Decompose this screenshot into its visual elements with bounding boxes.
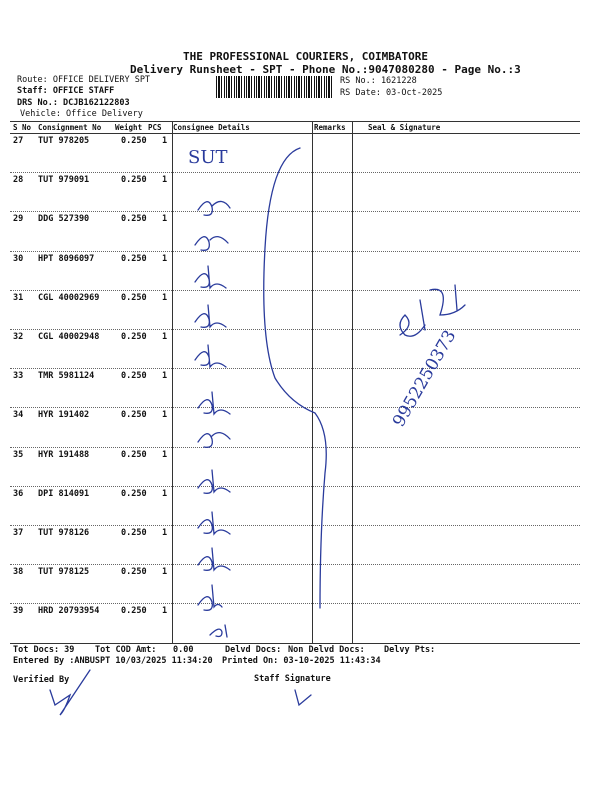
header-bottom-border <box>10 133 580 134</box>
non-delivered-docs: Non Delvd Docs: <box>288 645 365 655</box>
row-sno: 37 <box>13 528 24 538</box>
row-consignment-no: TMR 5981124 <box>38 371 95 382</box>
delivery-points: Delvy Pts: <box>384 645 436 655</box>
row-consignment-no: TUT 978205 <box>38 136 90 146</box>
ditto-mark <box>210 625 227 637</box>
row-pcs: 1 <box>162 567 168 578</box>
row-pcs: 1 <box>162 175 168 186</box>
printed-on: Printed On: 03-10-2025 11:43:34 <box>222 656 381 666</box>
row-pcs: 1 <box>162 332 168 342</box>
runsheet-subtitle: Delivery Runsheet - SPT - Phone No.:9047080280 - Page No.:3 <box>130 63 521 76</box>
ditto-mark <box>195 266 226 288</box>
handwritten-phone: 9952250373 <box>389 326 461 431</box>
row-separator <box>10 486 580 487</box>
total-cod-value: 0.00 <box>173 645 194 655</box>
row-pcs: 1 <box>162 606 168 617</box>
row-separator <box>10 603 580 604</box>
row-weight: 0.250 <box>121 488 147 499</box>
row-separator <box>10 525 580 526</box>
table-bottom-border <box>10 643 580 644</box>
handwritten-first-entry: SUT <box>188 147 228 168</box>
row-consignment-no: HYR 191402 <box>38 410 90 421</box>
vehicle-label: Vehicle: Office Delivery <box>20 109 143 119</box>
ditto-mark <box>198 512 230 534</box>
row-weight: 0.250 <box>121 449 147 460</box>
row-weight: 0.250 <box>121 136 147 146</box>
barcode-image <box>216 76 334 98</box>
route-label: Route: OFFICE DELIVERY SPT <box>17 75 151 85</box>
col-sno: S No <box>13 123 32 132</box>
row-consignment-no: TUT 978126 <box>38 528 90 538</box>
col-seal: Seal & Signature <box>368 123 441 132</box>
row-weight: 0.250 <box>121 410 147 421</box>
col-consignment: Consignment No <box>38 123 102 132</box>
ditto-mark <box>198 548 230 570</box>
table-top-border <box>10 121 580 122</box>
row-sno: 36 <box>13 488 24 499</box>
row-sno: 34 <box>13 410 24 421</box>
col-remarks: Remarks <box>314 123 346 132</box>
ditto-mark <box>198 433 230 448</box>
row-sno: 31 <box>13 292 24 303</box>
row-sno: 35 <box>13 449 24 460</box>
row-separator <box>10 564 580 565</box>
delivered-docs: Delvd Docs: <box>225 645 282 655</box>
company-title: THE PROFESSIONAL COURIERS, COIMBATORE <box>183 50 429 63</box>
row-consignment-no: HRD 20793954 <box>38 606 100 617</box>
row-pcs: 1 <box>162 253 168 264</box>
ditto-mark <box>195 345 226 367</box>
staff-signature-mark <box>295 690 311 705</box>
row-pcs: 1 <box>162 214 168 225</box>
row-weight: 0.250 <box>121 175 147 186</box>
row-pcs: 1 <box>162 371 168 382</box>
ditto-mark <box>195 305 226 327</box>
row-separator <box>10 172 580 173</box>
row-sno: 32 <box>13 332 24 342</box>
staff-label: Staff: OFFICE STAFF <box>17 86 115 96</box>
row-consignment-no: TUT 979091 <box>38 175 90 186</box>
row-weight: 0.250 <box>121 606 147 617</box>
entered-by: Entered By :ANBUSPT 10/03/2025 11:34:20 <box>13 656 213 666</box>
row-weight: 0.250 <box>121 253 147 264</box>
row-pcs: 1 <box>162 449 168 460</box>
row-pcs: 1 <box>162 292 168 303</box>
ditto-mark <box>198 470 230 493</box>
row-pcs: 1 <box>162 528 168 538</box>
total-docs: Tot Docs: 39 <box>13 645 75 655</box>
row-consignment-no: CGL 40002969 <box>38 292 100 303</box>
row-pcs: 1 <box>162 136 168 146</box>
row-separator <box>10 251 580 252</box>
row-separator <box>10 407 580 408</box>
total-cod-label: Tot COD Amt: <box>95 645 157 655</box>
row-sno: 33 <box>13 371 24 382</box>
row-weight: 0.250 <box>121 292 147 303</box>
row-sno: 27 <box>13 136 24 146</box>
rs-date: RS Date: 03-Oct-2025 <box>340 88 443 98</box>
row-separator <box>10 329 580 330</box>
drs-number: DRS No.: DCJB162122803 <box>17 98 130 108</box>
staff-signature-label: Staff Signature <box>254 674 331 684</box>
row-weight: 0.250 <box>121 567 147 578</box>
row-consignment-no: HPT 8096097 <box>38 253 95 264</box>
row-consignment-no: HYR 191488 <box>38 449 90 460</box>
rs-number: RS No.: 1621228 <box>340 76 417 86</box>
row-sno: 39 <box>13 606 24 617</box>
row-weight: 0.250 <box>121 528 147 538</box>
row-weight: 0.250 <box>121 332 147 342</box>
ditto-mark <box>198 392 230 414</box>
row-sno: 28 <box>13 175 24 186</box>
row-consignment-no: CGL 40002948 <box>38 332 100 342</box>
bracket <box>264 148 327 608</box>
row-separator <box>10 290 580 291</box>
row-consignment-no: DDG 527390 <box>38 214 90 225</box>
row-separator <box>10 368 580 369</box>
row-sno: 30 <box>13 253 24 264</box>
col-weight: Weight <box>115 123 143 132</box>
col-pcs: PCS <box>148 123 162 132</box>
row-consignment-no: DPI 814091 <box>38 488 90 499</box>
row-pcs: 1 <box>162 410 168 421</box>
row-pcs: 1 <box>162 488 168 499</box>
row-sno: 29 <box>13 214 24 225</box>
ditto-mark <box>195 237 228 251</box>
row-sno: 38 <box>13 567 24 578</box>
row-consignment-no: TUT 978125 <box>38 567 90 578</box>
ditto-mark <box>198 585 222 610</box>
row-weight: 0.250 <box>121 371 147 382</box>
row-weight: 0.250 <box>121 214 147 225</box>
verified-by-label: Verified By <box>13 675 70 685</box>
row-separator <box>10 447 580 448</box>
col-consignee: Consignee Details <box>173 123 250 132</box>
row-separator <box>10 211 580 212</box>
ditto-mark <box>198 201 230 215</box>
